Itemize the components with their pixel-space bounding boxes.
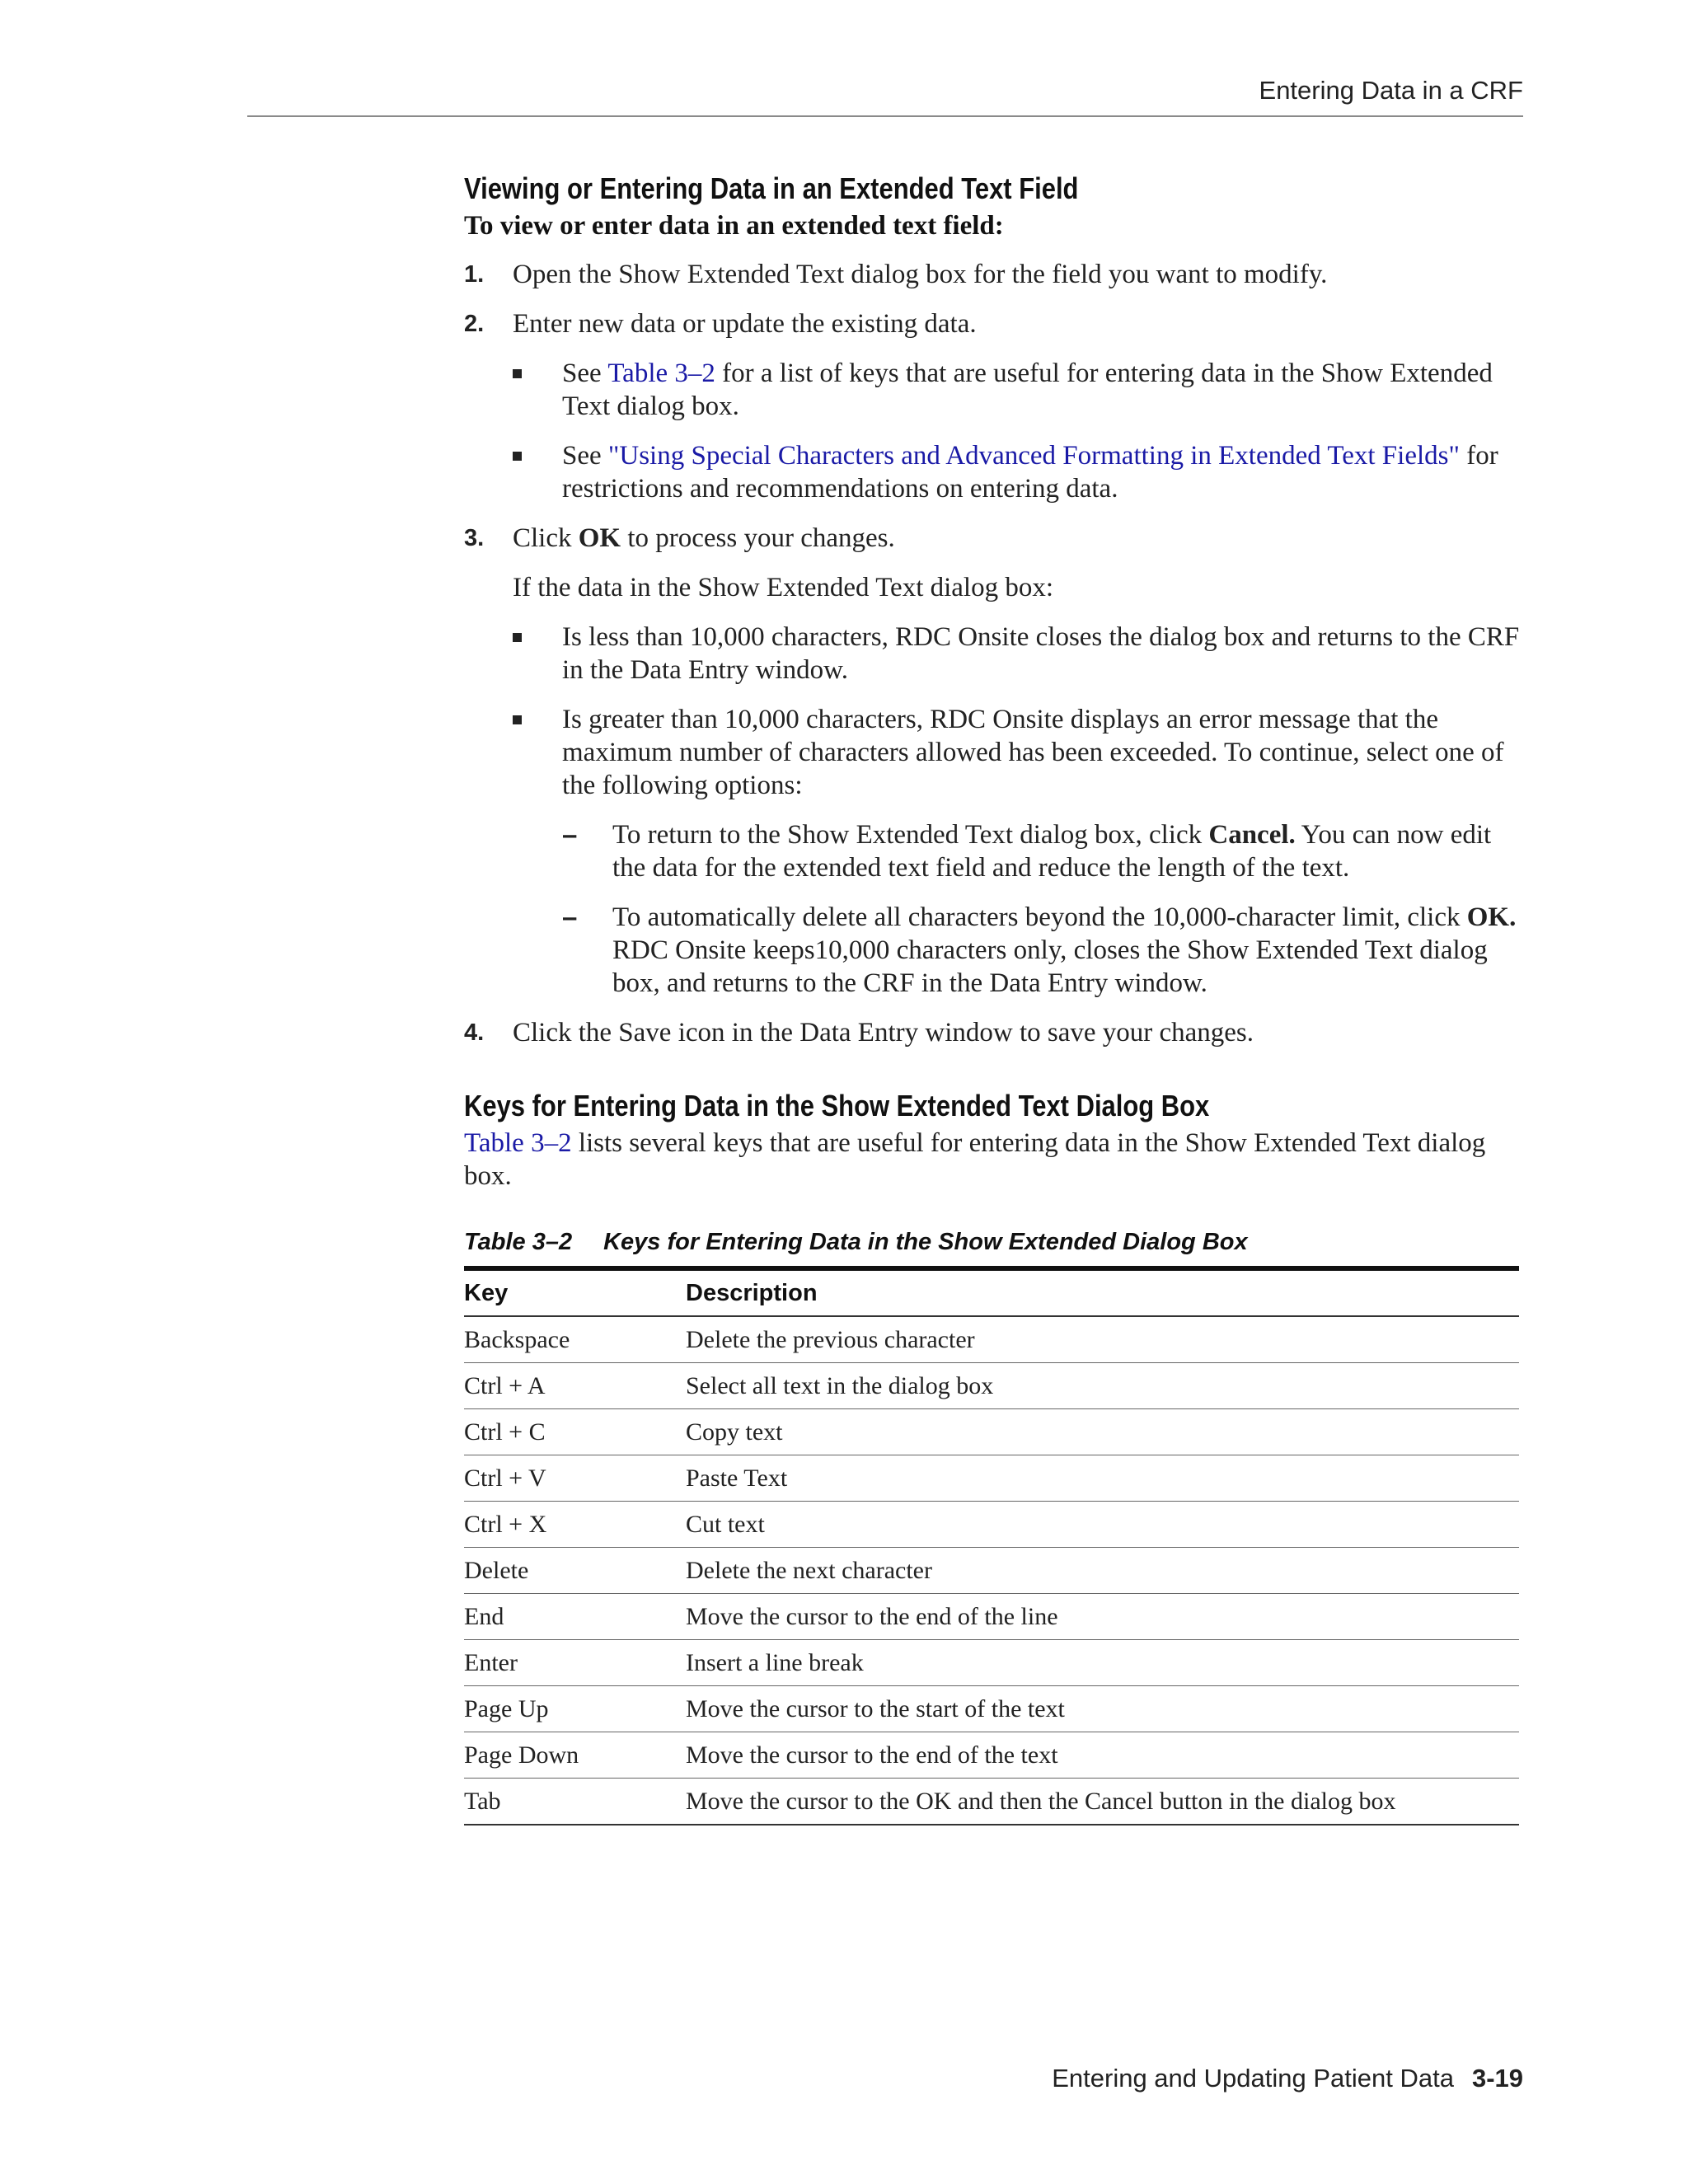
key-cell: Backspace [464, 1316, 686, 1363]
table-row [464, 1640, 1519, 1686]
bullet-square-icon [513, 369, 522, 378]
step-number: 3. [464, 525, 485, 551]
section-heading-keys: Keys for Entering Data in the Show Extended Text Dialog Box [464, 1089, 1210, 1122]
column-header-description: Description [686, 1268, 1519, 1316]
description-cell: Delete the previous character [686, 1316, 1519, 1363]
dash-icon: – [562, 819, 578, 850]
description-cell: Select all text in the dialog box [686, 1363, 1519, 1409]
ok-label: OK. [1466, 902, 1517, 932]
option-ok: – To automatically delete all characters beyond the 10,000-character limit, click OK. RDC Onsite keeps10,000 characters only, closes the Show Extended Text dialog box, and returns to the CRF in the Data Entry window. [562, 902, 1517, 998]
step-4 [464, 1016, 1523, 1049]
description-cell: Move the cursor to the end of the line [686, 1594, 1519, 1640]
keys-table [464, 1266, 1519, 1825]
keys-intro: Table 3–2 lists several keys that are useful for entering data in the Show Extended Text dialog box. [464, 1128, 1486, 1191]
bullet-square-icon [513, 715, 522, 724]
key-cell: Ctrl + V [464, 1455, 686, 1502]
bullet-less-than-limit: Is less than 10,000 characters, RDC Onsite closes the dialog box and returns to the CRF in the Data Entry window. [464, 621, 1523, 687]
header-rule [247, 115, 1523, 117]
table-row [464, 1686, 1519, 1732]
bullet-greater-than-limit: Is greater than 10,000 characters, RDC Onsite displays an error message that the maximum number of characters allowed has been exceeded. To continue, select one of the following options: [464, 703, 1523, 802]
table-row [464, 1502, 1519, 1548]
bullet-see-special-chars: See "Using Special Characters and Advanced Formatting in Extended Text Fields" for restrictions and recommendations on entering data. [464, 439, 1523, 505]
option-cancel: – To return to the Show Extended Text dialog box, click Cancel. You can now edit the data for the extended text field and reduce the length of the text. [562, 819, 1492, 883]
procedure-title: To view or enter data in an extended text field: [464, 211, 1004, 241]
section-heading-viewing: Viewing or Entering Data in an Extended Text Field [464, 171, 1079, 205]
step-number: 2. [464, 311, 485, 337]
key-cell: Delete [464, 1548, 686, 1594]
table-3-2-link[interactable]: Table 3–2 [607, 359, 715, 388]
step-number: 1. [464, 261, 485, 288]
description-cell: Copy text [686, 1409, 1519, 1455]
key-cell: Ctrl + C [464, 1409, 686, 1455]
step-text: Click the Save icon in the Data Entry window to save your changes. [513, 1018, 1254, 1047]
bullet-see-table: See Table 3–2 for a list of keys that are useful for entering data in the Show Extended Text dialog box. [464, 357, 1523, 423]
key-cell: Page Up [464, 1686, 686, 1732]
description-cell: Delete the next character [686, 1548, 1519, 1594]
table-row [464, 1594, 1519, 1640]
page-content [464, 171, 1523, 1825]
key-cell: Enter [464, 1640, 686, 1686]
bullet-square-icon [513, 452, 522, 461]
special-characters-link[interactable]: "Using Special Characters and Advanced Formatting in Extended Text Fields" [607, 441, 1460, 471]
description-cell: Move the cursor to the start of the text [686, 1686, 1519, 1732]
step-2 [464, 307, 1523, 340]
description-cell: Move the cursor to the OK and then the Cancel button in the dialog box [686, 1787, 1396, 1815]
step-3: 3. Click OK to process your changes. [464, 523, 895, 553]
table-caption [464, 1229, 1523, 1256]
bullet-square-icon [513, 633, 522, 642]
table-row [464, 1779, 1519, 1825]
key-cell: End [464, 1594, 686, 1640]
description-cell: Insert a line break [686, 1640, 1519, 1686]
table-3-2-link[interactable]: Table 3–2 [464, 1128, 572, 1158]
step-number: 4. [464, 1019, 485, 1046]
ok-label: OK [578, 523, 621, 553]
description-cell: Move the cursor to the end of the text [686, 1732, 1519, 1779]
column-header-key: Key [464, 1268, 686, 1316]
cancel-label: Cancel. [1208, 820, 1296, 850]
page-number: 3-19 [1471, 2064, 1523, 2093]
table-row [464, 1455, 1519, 1502]
step-text: Enter new data or update the existing data. [513, 309, 977, 339]
table-header-row [464, 1268, 1519, 1316]
table-row [464, 1732, 1519, 1779]
key-cell: Ctrl + X [464, 1502, 686, 1548]
table-row [464, 1316, 1519, 1363]
table-row [464, 1363, 1519, 1409]
step-1 [464, 258, 1523, 291]
table-row [464, 1548, 1519, 1594]
description-cell: Cut text [686, 1502, 1519, 1548]
step-text: Open the Show Extended Text dialog box for the field you want to modify. [513, 260, 1328, 289]
dash-icon: – [562, 902, 578, 932]
table-caption-title: Keys for Entering Data in the Show Extended Dialog Box [603, 1229, 1248, 1255]
step-3-para: If the data in the Show Extended Text dialog box: [513, 573, 1054, 602]
key-cell: Tab [464, 1787, 501, 1815]
footer-title: Entering and Updating Patient Data [1052, 2064, 1454, 2093]
running-header: Entering Data in a CRF [1259, 76, 1523, 105]
key-cell: Page Down [464, 1732, 686, 1779]
description-cell: Paste Text [686, 1455, 1519, 1502]
table-caption-number: Table 3–2 [464, 1229, 573, 1255]
table-row [464, 1409, 1519, 1455]
page-footer [247, 2064, 1523, 2093]
key-cell: Ctrl + A [464, 1363, 686, 1409]
